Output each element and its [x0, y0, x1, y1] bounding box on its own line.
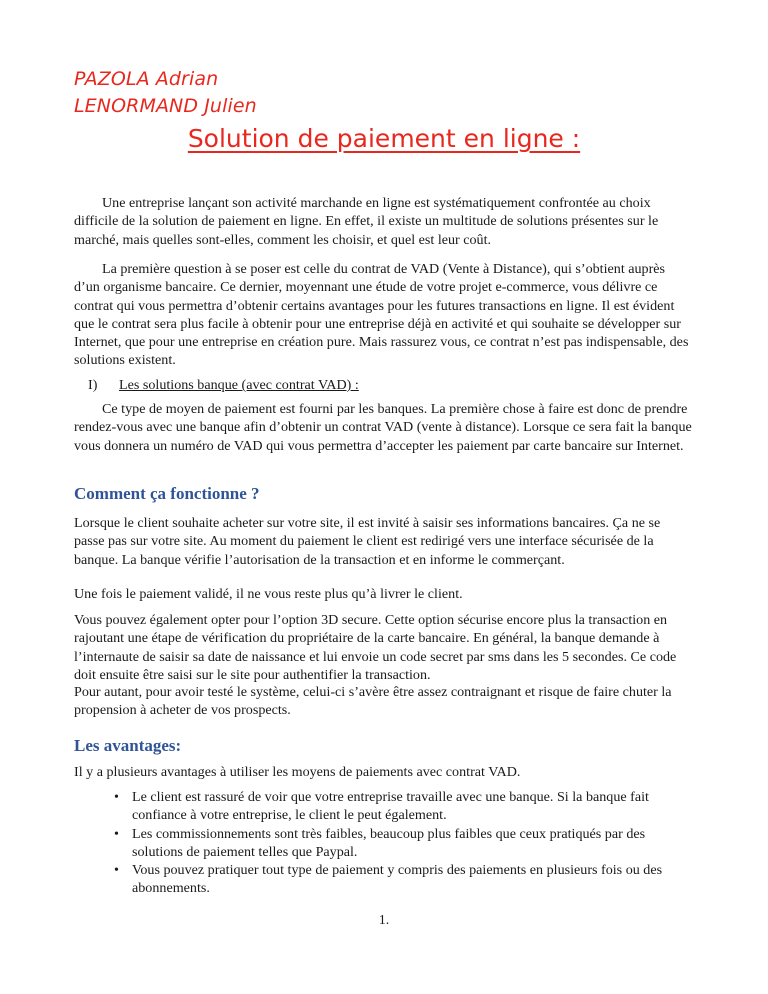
body-paragraph: Vous pouvez également opter pour l’option 3D secure. Cette option sécurise encore plus la transaction en rajoutant une étape de vérification du propriétaire de la carte bancaire. En général, la banque demande à l’internaute de saisir sa date de naissance et lui envoie un code secret par sms dans les 5 secondes. Ce code doit ensuite être saisi sur le site pour authentifier la transaction. — [74, 612, 677, 683]
section-number: I) — [88, 377, 98, 393]
bullet-icon: • — [114, 789, 119, 805]
author-name: LENORMAND Julien — [74, 95, 257, 117]
bullet-icon: • — [114, 862, 119, 879]
list-item — [114, 788, 694, 825]
intro-paragraph: Une entreprise lançant son activité marchande en ligne est systématiquement confrontée au choix difficile de la solution de paiement en ligne. En effet, il existe un multitude de solutions présentes sur le marché, mais quelles sont-elles, comment les choisir, et quel est leur coût. — [74, 195, 659, 248]
advantages-intro: Il y a plusieurs avantages à utiliser les moyens de paiements avec contrat VAD. — [74, 764, 521, 780]
body-paragraph: Une fois le paiement validé, il ne vous reste plus qu’à livrer le client. — [74, 586, 463, 602]
how-it-works-heading: Comment ça fonctionne ? — [74, 484, 260, 503]
document-title: Solution de paiement en ligne : — [187, 124, 581, 153]
list-item — [114, 861, 694, 898]
body-paragraph: Lorsque le client souhaite acheter sur votre site, il est invité à saisir ses informations bancaires. Ça ne se passe pas sur votre site. Au moment du paiement le client est redirigé vers une interface sécurisée de la banque. La banque vérifie l’autorisation de la transaction et en informe le commerçant. — [74, 515, 661, 568]
body-paragraph: Pour autant, pour avoir testé le système, celui-ci s’avère être assez contraignant et risque de faire chuter la propension à acheter de vos prospects. — [74, 684, 672, 719]
advantages-list — [114, 788, 694, 898]
bullet-icon: • — [114, 825, 119, 842]
advantages-heading: Les avantages: — [74, 736, 182, 755]
section-title: Les solutions banque (avec contrat VAD) : — [119, 377, 359, 393]
page-number: 1. — [378, 912, 390, 928]
list-item-text: Le client est rassuré de voir que votre entreprise travaille avec une banque. Si la banque fait confiance à votre entreprise, le client le peut également. — [132, 789, 649, 824]
author-name: PAZOLA Adrian — [74, 68, 219, 90]
section-paragraph: Ce type de moyen de paiement est fourni par les banques. La première chose à faire est donc de prendre rendez-vous avec une banque afin d’obtenir un contrat VAD (vente à distance). Lorsque ce sera fait la banque vous donnera un numéro de VAD qui vous permettra d’accepter les paiement par carte bancaire sur Internet. — [74, 401, 692, 454]
list-item-text: Les commissionnements sont très faibles, beaucoup plus faibles que ceux pratiqués par des solutions de paiement telles que Paypal. — [132, 825, 646, 860]
intro-paragraph: La première question à se poser est celle du contrat de VAD (Vente à Distance), qui s’obtient auprès d’un organisme bancaire. Ce dernier, moyennant une étude de votre projet e-commerce, vous délivre ce contrat qui vous permettra d’obtenir certains avantages pour les futures transactions en ligne. Il est évident que le contrat sera plus facile à obtenir pour une entreprise déjà en activité et qui souhaite se développer sur Internet, que pour une entreprise en création pure. Mais rassurez vous, ce contrat n’est pas indispensable, des solutions existent. — [74, 261, 689, 369]
list-item-text: Vous pouvez pratiquer tout type de paiement y compris des paiements en plusieurs fois ou des abonnements. — [132, 862, 663, 897]
section-heading — [88, 377, 359, 394]
list-item — [114, 825, 694, 862]
